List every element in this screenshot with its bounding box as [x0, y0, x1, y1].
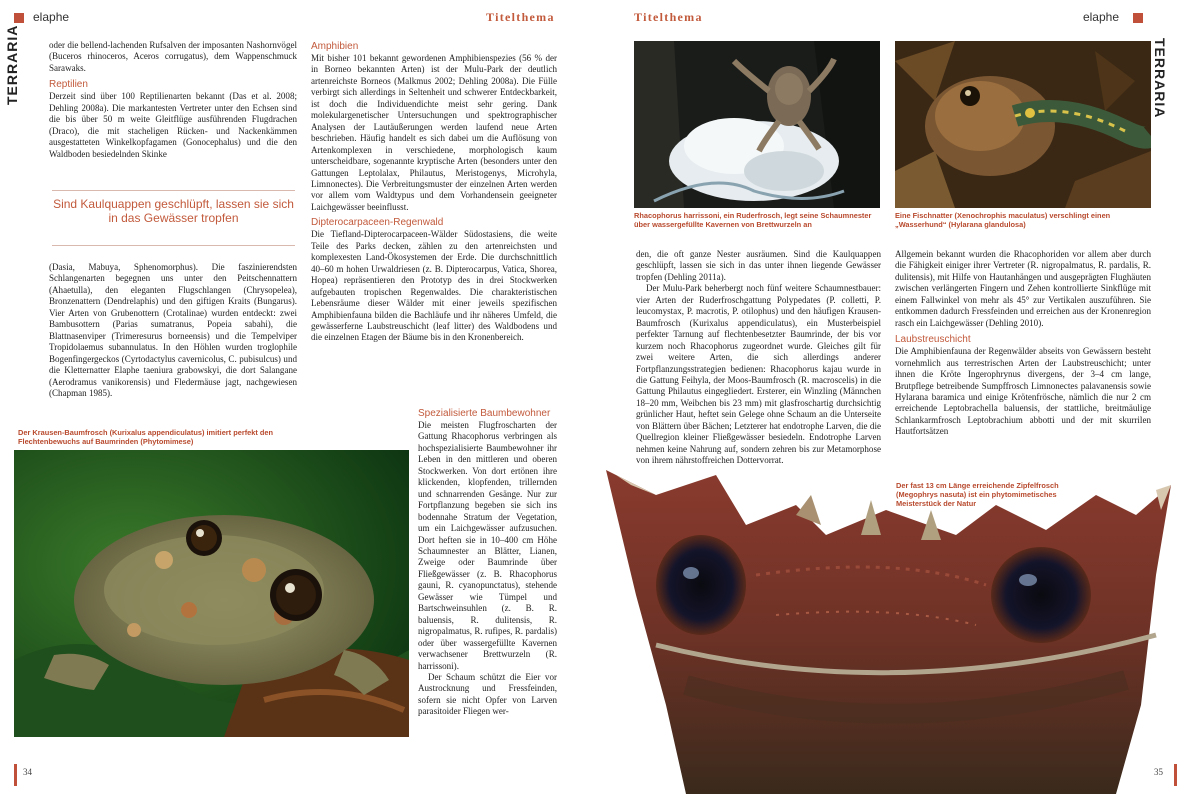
section-title: Titelthema: [486, 10, 555, 24]
paragraph: Der Schaum schützt die Eier vor Austrocknung und Fressfeinden, sofern sie nicht Opfer von Larven parasitoider Fliegen wer-: [418, 671, 557, 717]
folio-bar: [14, 764, 17, 786]
page-number: 35: [1154, 767, 1163, 777]
pull-quote: Sind Kaulquappen geschlüpft, lassen sie sich in das Gewässer tropfen: [52, 190, 295, 246]
horned-frog-photo: [596, 455, 1191, 794]
left-column-1-top: [49, 40, 297, 160]
heading-amphibien: Amphibien: [311, 41, 359, 52]
tree-frog-illustration: [14, 450, 409, 737]
paragraph: Die Amphibienfauna der Regenwälder abseits von Gewässern besteht vornehmlich aus terrestrischen Arten der Laubstreuschicht; unter ihnen die Kröte Ingerophrynus divergens, der 3–4 cm lange, Brutpflege betreibende Sumpffrosch Limnonectes palavanensis sowie Hylarana baramica und einige Krötenfrösche, nämlich die nur 2 cm erreichende Leptobrachella baluensis, der stattliche, breitmäulige Schlankarmfrosch Leptobrachium abbotti und der mit skurrilen Hautfortsätzen: [895, 346, 1151, 437]
heading-dipterocarpaceen: Dipterocarpaceen-Regenwald: [311, 217, 444, 229]
tree-frog-photo: [14, 450, 409, 737]
section-title: Titelthema: [634, 10, 703, 24]
paragraph: oder die bellend-lachenden Rufsalven der imposanten Nashornvögel (Buceros rhinoceros, Aceros corrugatus), dem Wappenschmuck Sarawaks.: [49, 40, 297, 73]
paragraph: Allgemein bekannt wurden die Rhacophoriden vor allem aber durch die Fähigkeit einiger ihrer Vertreter (R. nigropalmatus, R. pardalis, R. dulitensis), mit Hilfe von Hautanhängen und ausgeprägten Flughäuten zwischen verlängerten Fingern und Zehen kontrollierte Sinkflüge mit einem Fallwinkel von mehr als 45° zur Vertikalen auszuführen. Sie entkommen dadurch Fressfeinden und erreichen aus der Kronenregion rasch ein Laichgewässer (Dehling 2010).: [895, 249, 1151, 328]
vertical-label: TERRARIA: [4, 24, 20, 105]
folio-bar: [1174, 764, 1177, 786]
foam-nest-illustration: [634, 41, 880, 208]
right-column-1: [636, 249, 881, 467]
paragraph: (Dasia, Mabuya, Sphenomorphus). Die faszinierendsten Schlangenarten begegnen uns unter den Peitschennattern (Ahaetulla), den eleganten Flugschlangen (Chrysopelea), Bronzenattern (Dendrelaphis) und den giftigen Kraits (Bungarus). Vier Arten von Grubenottern (Crotalinae) wurden entdeckt: zwei Bambusottern (Parias sumatranus, Popeia sabahi), die Blattnasenviper (Trimeresurus borneensis) und die Tempelviper Tropidolaemus subannulatus. In den Höhlen wurden troglophile Bogenfingergeckos (Cyrtodactylus cavernicolus, C. pubisulcus) und die Kletternatter Elaphe taeniura grabowskyi, die dort Salangane (Aerodramus vanikorensis) und Fledermäuse jagt, nachgewiesen (Chapman 1985).: [49, 262, 297, 398]
paragraph: Die meisten Flugfroscharten der Gattung Rhacophorus verbringen als hochspezialisierte Baumbewohner ihr Leben in den mittleren und oberen Stockwerken. Von dort ertönen ihre klickenden, klopfenden, trillernden und schnarrenden Gesänge. Nur zur Fortpflanzung begeben sie sich ins bodennahe Stratum der Vegetation, um ein Laichgewässer aufzusuchen. Dort heften sie in 10–400 cm Höhe Schaumnester an Blätter, Lianen, Zweige oder Baumrinde über Fließgewässer (z. B. Rhacophorus gauni, R. cyanopunctatus), stehende Gewässer wie Tümpel und Bartschweinsuhlen (z. B. R. baluensis, R. dulitensis, R. nigropalmatus, R. rufipes, R. pardalis) oder über wassergefüllte Kavernen verwachsener Brettwurzeln (R. harrissoni).: [418, 420, 557, 671]
photo-caption: Der Krausen-Baumfrosch (Kurixalus appendiculatus) imitiert perfekt den Flechtenbewuchs auf Baumrinden (Phytomimese): [18, 428, 274, 447]
right-page: [596, 0, 1191, 794]
paragraph: den, die oft ganze Nester ausräumen. Sind die Kaulquappen geschlüpft, lassen sie sich in das unter ihnen liegende Gewässer tropfen (Dehling 2011a).: [636, 249, 881, 282]
paragraph: Mit bisher 101 bekannt gewordenen Amphibienspezies (56 % der in Borneo bekannten Arten) ist der Mulu-Park der deutlich artenreichste Borneos (Malkmus 2002; Dehling 2008a). Die Fülle verbirgt sich allerdings in Seltenheit und schwerer Entdeckbarkeit, ist doch die Individuendichte meist sehr gering. Dank molekulargenetischer Untersuchungen und spektrographischer Analysen der Lautäußerungen werden laufend neue Arten beschrieben. Häufig handelt es sich dabei um die Auflösung von Artenkomplexen in verschiedene, morphologisch kaum unterscheidbare, sogenannte kryptische Arten (besonders unter den Gattungen Leptolalax, Philautus, Meristogenys, Microhyla, Limnonectes). Die Verbreitungsmuster der einzelnen Arten werden vor allem vom Waldtypus und dem Vorhandensein geeigneter Laichgewässer beeinflusst.: [311, 53, 557, 212]
right-column-2: [895, 249, 1151, 438]
brand-name: elaphe: [1082, 10, 1119, 24]
photo-caption-3: Der fast 13 cm Länge erreichende Zipfelfrosch (Megophrys nasuta) ist ein phytomimetisches Meisterstück der Natur: [896, 481, 1059, 509]
heading-baumbewohner: Spezialisierte Baumbewohner: [418, 408, 551, 419]
left-column-1-bottom: [49, 262, 297, 399]
paragraph: Die Tiefland-Dipterocarpaceen-Wälder Südostasiens, die weite Teile des Parks decken, zählen zu den artenreichsten und komplexesten Land-Ökosystemen der Erde. Die durchschnittlich 40–60 m hohen Urwaldriesen (z. B. Dipterocarpus, Vatica, Shorea, Hopea) repräsentieren den Prototyp des in drei Stockwerken aufgebauten tropischen Regenwaldes. Die charakteristischen Lebensräume dieser Wälder mit einer jeweils spezifischen Amphibienfauna bilden die Bachläufe und ihr näheres Umfeld, die gewässerferne Laubstreuschicht (leaf litter) des Waldbodens und die einzelnen Etagen der Bäume bis in den Kronenbereich.: [311, 229, 557, 343]
photo-caption-2: Eine Fischnatter (Xenochrophis maculatus) verschlingt einen „Wasserhund“ (Hylarana glandulosa): [895, 211, 1111, 230]
brand-square-icon: [14, 13, 24, 23]
brand-square-icon: [1133, 13, 1143, 23]
paragraph: Der Mulu-Park beherbergt noch fünf weitere Schaumnestbauer: vier Arten der Ruderfroschgattung Polypedates (P. colletti, P. leucomystax, P. macrotis, P. otilophus) und den häufigen Krausen-Baumfrosch (Kurixalus appendiculatus), ein Musterbeispiel perfekter Tarnung auf flechtenbesetzter Baumrinde, der bis vor kurzem noch Rhacophorus zugeordnet wurde. Gleiches gilt für zwei weitere Arten, die sich allerdings anderer Fortpflanzungsstrategien bedienen: Rhacophorus kajau wurde in die Gattung Feihyla, der Moos-Baumfrosch (R. macroscelis) in die Gattung Philautus eingegliedert. Ersterer, ein Winzling (Männchen 18–20 mm, Weibchen bis 23 mm) mit glasfroschartig durchsichtig grünlicher Haut, heftet sein Gelege ohne Schaum an die Unterseite von Blättern über Bächen; Letzterer hat endotrophe Larven, die die Quellregion kleiner Fließgewässer besiedeln. Endotrophe Larven nehmen keine Nahrung auf, sondern zehren bis zur Metamorphose von ihrem nährstoffreichen Dottervorrat.: [636, 283, 881, 466]
left-column-3: [418, 407, 557, 718]
foam-nest-frog-photo: [634, 41, 880, 208]
heading-reptilien: Reptilien: [49, 79, 88, 91]
snake-frog-illustration: [895, 41, 1151, 208]
photo-caption-1: Rhacophorus harrissoni, ein Ruderfrosch, legt seine Schaumnester über wassergefüllte Kavernen von Brettwurzeln an: [634, 211, 872, 230]
paragraph: Derzeit sind über 100 Reptilienarten bekannt (Das et al. 2008; Dehling 2008a). Die markantesten Vertreter unter den Echsen sind die bis über 50 m weite Gleitflüge ausführenden Flugdrachen (Draco), die mit stacheligen Rücken- und Nackenkämmen ausgestatteten Winkelkopfagamen (Gonocephalus) und die den Waldboden besiedelnden Skinke: [49, 91, 297, 159]
horned-frog-illustration: [596, 455, 1191, 794]
snake-eating-frog-photo: [895, 41, 1151, 208]
left-page: [0, 0, 595, 794]
heading-laubstreuschicht: Laubstreuschicht: [895, 334, 971, 346]
left-column-2: [311, 40, 557, 344]
brand-name: elaphe: [33, 10, 70, 24]
page-number: 34: [23, 767, 32, 777]
vertical-label: TERRARIA: [1152, 38, 1168, 119]
